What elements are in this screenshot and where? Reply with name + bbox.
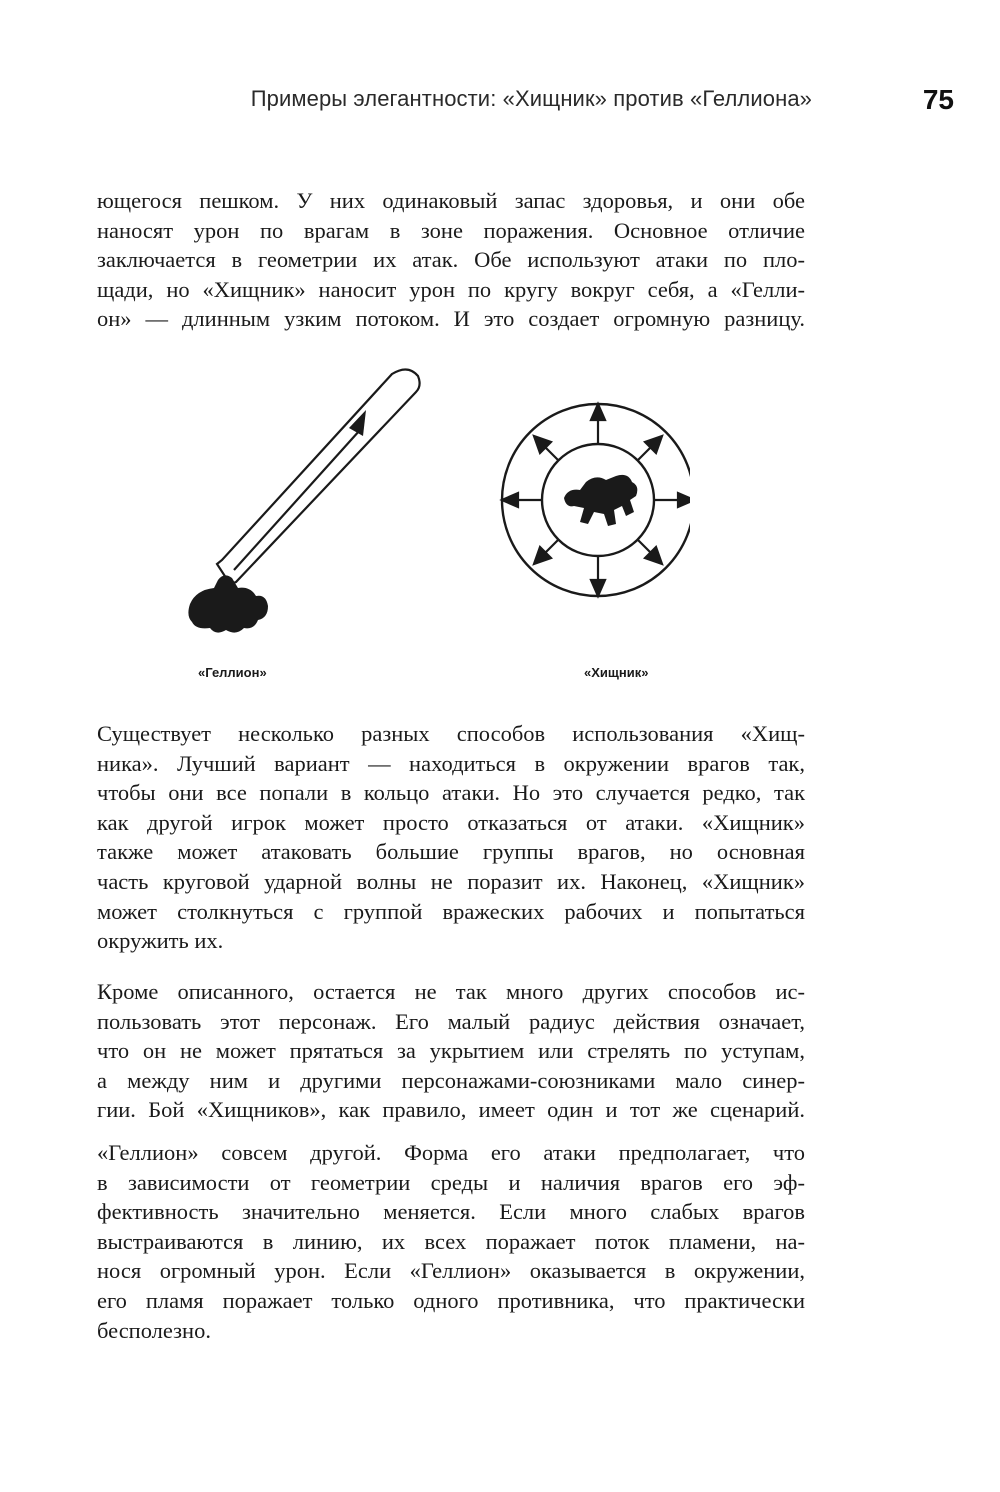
text-line: ника». Лучший вариант — находиться в окружении врагов так, <box>97 750 805 776</box>
text-line: Кроме описанного, остается не так много других способов ис- <box>97 979 805 1004</box>
text-line: чтобы они все попали в кольцо атаки. Но это случается редко, так <box>97 780 805 806</box>
stream-arrow-shaft <box>234 430 360 570</box>
text-line: заключается в геометрии их атак. Обе используют атаки по пло- <box>97 247 805 273</box>
stream-arrow-head <box>349 410 366 436</box>
text-line: а между ним и другими персонажами-союзниками мало синер- <box>97 1067 805 1093</box>
attack-geometry-figure <box>170 360 690 660</box>
text-line: наносят урон по врагам в зоне поражения. Основное отличие <box>97 217 805 243</box>
text-line: его пламя поражает только одного противника, что практически <box>97 1287 805 1313</box>
hellion-flame-stream <box>217 369 420 584</box>
running-title: Примеры элегантности: «Хищник» против «Геллиона» <box>250 86 812 111</box>
paragraph-1 <box>97 186 805 334</box>
text-line: «Геллион» совсем другой. Форма его атаки предполагает, что <box>97 1140 805 1165</box>
text-line: фективность значительно меняется. Если много слабых врагов <box>97 1199 805 1225</box>
text-line: как другой игрок может просто отказаться от атаки. «Хищник» <box>97 809 805 835</box>
text-line: гии. Бой «Хищников», как правило, имеет один и тот же сценарий. <box>97 1097 805 1123</box>
hellion-vehicle-icon <box>188 575 268 632</box>
text-line: он» — длинным узким потоком. И это создает огромную разницу. <box>97 306 805 332</box>
text-line: пользовать этот персонаж. Его малый радиус действия означает, <box>97 1008 805 1034</box>
paragraph-3 <box>97 977 805 1125</box>
text-line: щади, но «Хищник» наносит урон по кругу вокруг себя, а «Гелли- <box>97 276 805 302</box>
text-line: что он не может прятаться за укрытием или стрелять по уступам, <box>97 1038 805 1064</box>
text-line: также может атаковать большие группы врагов, но основная <box>97 839 805 865</box>
caption-hellion: «Геллион» <box>198 665 267 680</box>
paragraph-4 <box>97 1138 805 1345</box>
text-line: выстраиваются в линию, их всех поражает поток пламени, на- <box>97 1228 805 1254</box>
text-line: Существует несколько разных способов использования «Хищ- <box>97 721 805 746</box>
figure-illustration <box>170 360 690 660</box>
text-line: ющегося пешком. У них одинаковый запас здоровья, и они обе <box>97 188 805 213</box>
text-line: бесполезно. <box>97 1317 211 1343</box>
paragraph-2 <box>97 719 805 956</box>
page-number: 75 <box>922 84 954 115</box>
text-line: может столкнуться с группой вражеских рабочих и попытаться <box>97 898 805 924</box>
text-line: нося огромный урон. Если «Геллион» оказывается в окружении, <box>97 1258 805 1284</box>
text-line: часть круговой ударной волны не поразит их. Наконец, «Хищник» <box>97 868 805 894</box>
caption-predator: «Хищник» <box>584 665 649 680</box>
predator-creature-icon <box>564 475 637 526</box>
text-line: в зависимости от геометрии среды и наличия врагов его эф- <box>97 1169 805 1195</box>
text-line: окружить их. <box>97 928 224 954</box>
